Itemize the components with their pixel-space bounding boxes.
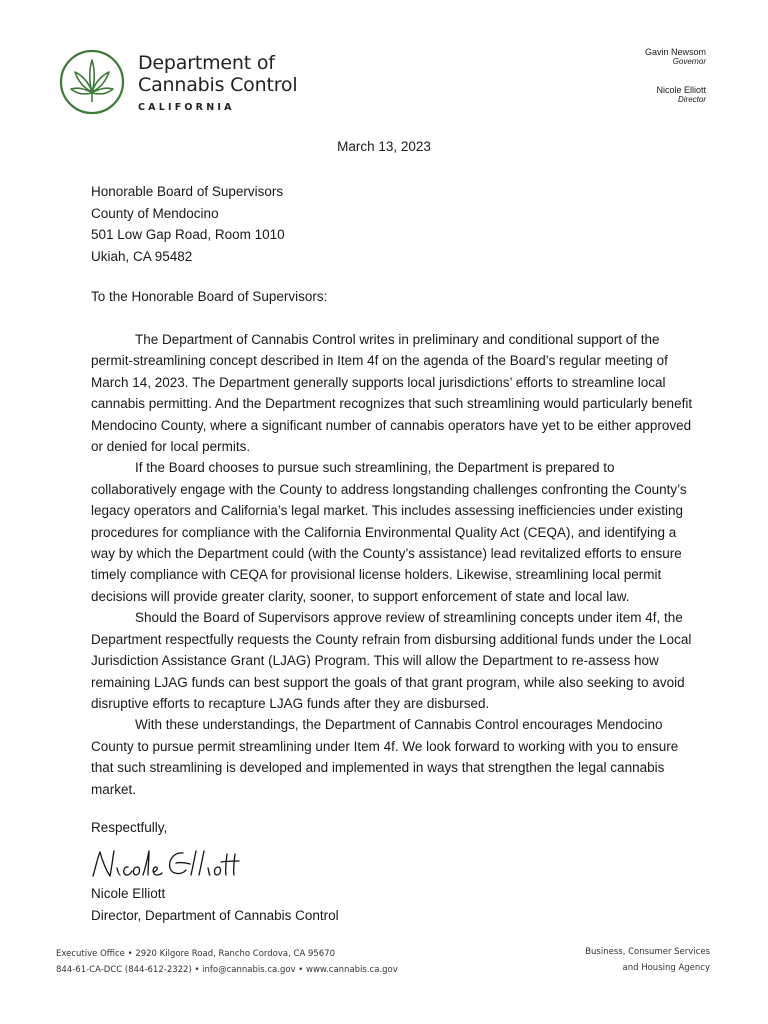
footer-address: Executive Office • 2920 Kilgore Road, Rancho Cordova, CA 95670 <box>56 949 336 959</box>
department-name <box>138 52 297 113</box>
handwritten-signature <box>90 846 240 882</box>
recipient-line: Ukiah, CA 95482 <box>91 248 193 264</box>
governor-name: Gavin Newsom <box>644 47 706 57</box>
footer-phone-email-web: 844-61-CA-DCC (844-612-2322) • info@cannabis.ca.gov • www.cannabis.ca.gov <box>56 965 398 975</box>
body-paragraph: The Department of Cannabis Control writes in preliminary and conditional support of the permit-streamlining concept described in Item 4f on the agenda of the Board’s regular meeting of March 14, 2023. The Department generally supports local jurisdictions’ efforts to streamline local cannabis permitting. And the Department recognizes that such streamlining would particularly benefit Mendocino County, where a significant number of cannabis operators have yet to be either approved or denied for local permits. <box>91 332 693 455</box>
department-name-line2: Cannabis Control <box>138 74 298 96</box>
agency-line2: and Housing Agency <box>622 963 710 973</box>
signer-block <box>91 883 339 926</box>
agency-line1: Business, Consumer Services <box>585 947 710 957</box>
officials-block <box>645 47 706 105</box>
dcc-logo-icon <box>58 48 126 116</box>
recipient-line: 501 Low Gap Road, Room 1010 <box>91 227 285 242</box>
body-paragraph: If the Board chooses to pursue such streamlining, the Department is prepared to collaboratively engage with the County to address longstanding challenges confronting the County’s legacy operators and California’s legal market. This includes assessing inefficiencies under existing procedures for compliance with the California Environmental Quality Act (CEQA), and identifying a way by which the Department could (with the County’s assistance) lead revitalized efforts to ensure timely compliance with CEQA for provisional license holders. Likewise, streamlining local permit decisions will provide greater clarity, sooner, to support enforcement of state and local law. <box>91 460 687 604</box>
director-name: Nicole Elliott <box>656 85 706 95</box>
state-label: CALIFORNIA <box>138 102 235 113</box>
body-paragraph: Should the Board of Supervisors approve review of streamlining concepts under item 4f, the Department respectfully requests the County refrain from disbursing additional funds under the Local Jurisdiction Assistance Grant (LJAG) Program. This will allow the Department to re-assess how remaining LJAG funds can best support the goals of that grant program, while also seeking to avoid disruptive efforts to recapture LJAG funds after they are disbursed. <box>91 610 692 711</box>
recipient-address <box>91 181 285 267</box>
letter-date: March 13, 2023 <box>337 139 431 154</box>
recipient-line: Honorable Board of Supervisors <box>91 184 284 199</box>
closing: Respectfully, <box>91 820 168 835</box>
footer-contact <box>56 946 398 978</box>
director-title: Director <box>677 95 706 104</box>
governor-title: Governor <box>672 57 706 66</box>
letter-body <box>91 329 701 800</box>
recipient-line: County of Mendocino <box>91 205 219 221</box>
salutation: To the Honorable Board of Supervisors: <box>91 289 328 304</box>
body-paragraph: With these understandings, the Department of Cannabis Control encourages Mendocino County to pursue permit streamlining under Item 4f. We look forward to working with you to ensure that such streamlining is developed and implemented in ways that strengthen the legal cannabis market. <box>91 717 679 797</box>
signer-name: Nicole Elliott <box>91 886 166 901</box>
signer-title: Director, Department of Cannabis Control <box>91 907 339 923</box>
footer-agency <box>585 944 710 976</box>
department-name-line1: Department of <box>138 52 275 74</box>
